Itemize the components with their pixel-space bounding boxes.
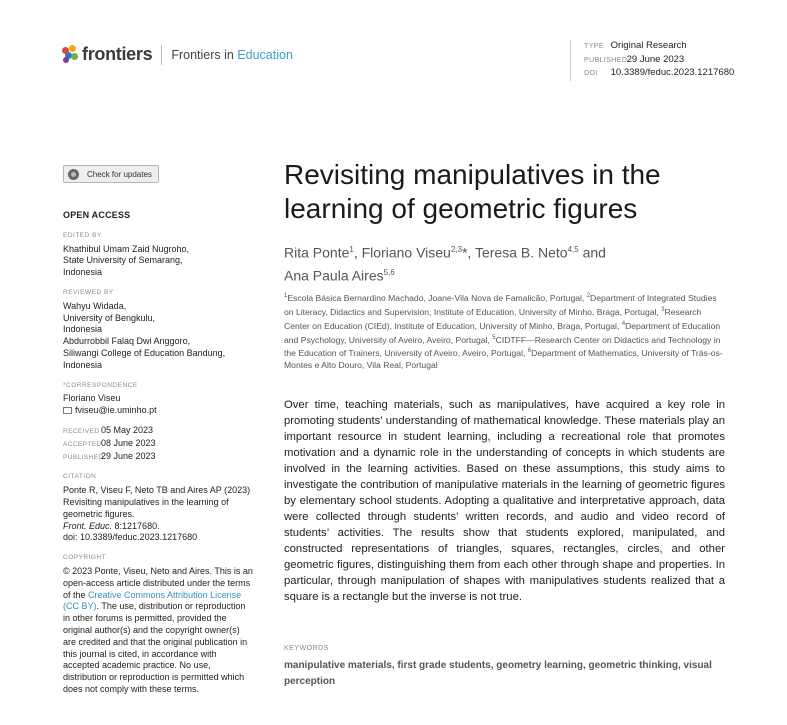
published-label: PUBLISHED [584, 56, 628, 64]
copyright-label: COPYRIGHT [63, 554, 107, 562]
citation-line: Ponte R, Viseu F, Neto TB and Aires AP (2023) [63, 485, 251, 496]
copyright-section [63, 552, 268, 696]
copyright-line: does not comply with these terms. [63, 683, 200, 694]
editor-line: Indonesia [63, 267, 103, 278]
author[interactable]: Teresa B. Neto [474, 244, 568, 261]
brand-name: frontiers [82, 44, 153, 64]
author[interactable]: Rita Ponte [284, 244, 350, 261]
copyright-line: original author(s) and the copyright owner(s) [63, 624, 240, 635]
citation-line: geometric figures. [63, 508, 135, 519]
citation-journal-line [63, 521, 268, 533]
keywords-label: KEYWORDS [284, 645, 329, 652]
sidebar [63, 210, 268, 696]
copyright-line: of the Creative Commons Attribution License [63, 589, 242, 600]
citation-volume: 8:1217680. [112, 520, 160, 531]
editor-line: Khathibul Umam Zaid Nugroho, [63, 243, 190, 254]
doi-label: DOI [584, 70, 598, 77]
frontiers-logo[interactable] [62, 44, 293, 65]
correspondence-email: fviseu@ie.uminho.pt [75, 405, 157, 416]
affiliations: $^1$Escola Básica Bernardino Machado, Joane-Vila Nova de Famalicão, Portugal, $^2$Department of Integrated Studies on Literacy, Didactics and Supervision, Institute of Education, University of Minho, Braga, Portugal, $^3$Research Center on Education (CIEd), Institute of Education, University of Minho, Braga, Portugal, $^4$Department of Education and Psychology, University of Aveiro, Aveiro, Portugal, $^5$CIDTFF—Research Center on Didactics and Technology in the Education of Trainers, University of Aveiro, Aveiro, Portugal, $^6$Department of Mathematics, University of Trás-os-Montes e Alto Douro, Vila Real, Portugal [284, 292, 723, 371]
type-label: TYPE [584, 43, 604, 50]
copyright-line: © 2023 Ponte, Viseu, Neto and Aires. This is an [63, 565, 253, 576]
citation-section [63, 471, 268, 544]
correspondence-label: *CORRESPONDENCE [63, 381, 138, 389]
correspondence-section [63, 380, 268, 417]
type-value: Original Research [610, 40, 687, 51]
published-label-sidebar: PUBLISHED [63, 453, 104, 461]
citation-label: CITATION [63, 473, 97, 481]
reviewer-line: Indonesia [63, 324, 103, 335]
check-updates-icon [68, 169, 79, 180]
accepted-label: ACCEPTED [63, 440, 102, 448]
email-icon [63, 407, 72, 414]
reviewer-line: Siliwangi College of Education Bandung, [63, 347, 226, 358]
published-date: 29 June 2023 [101, 450, 156, 461]
abstract: Over time, teaching materials, such as manipulatives, have acquired a key role in promoting students’ understanding of mathematical knowledge. These materials play an important resource in student learning, including a recreational role that promotes motivation and a dynamic role in the understanding of concepts in which students are involved in the learning activities. Based on these assumptions, this study aims to investigate the contribution of manipulative materials in the learning of geometric figures by elementary school students. Adopting a qualitative and interpretative approach, data were collected through students’ written records, and audio and video record of students’ activities. The results show that students explored, manipulated, and constructed representations of triangles, squares, rectangles, circles, and other geometric figures, distinguishing them from each other through shape and properties. In particular, through manipulation of shapes with manipulatives students realized that a square is a rectangle but the inverse is not true. [284, 399, 725, 603]
copyright-line: in other forums is permitted, provided the [63, 613, 227, 624]
copyright-line: (CC BY). The use, distribution or reproduction [63, 601, 246, 612]
copyright-line: are credited and that the original publication in [63, 636, 248, 647]
edited-by-label: EDITED BY [63, 231, 102, 239]
copyright-line: accepted academic practice. No use, [63, 660, 211, 671]
logo-divider [161, 45, 162, 65]
reviewer-line: Indonesia [63, 359, 103, 370]
citation-doi: doi: 10.3389/feduc.2023.1217680 [63, 532, 198, 543]
received-date: 05 May 2023 [101, 424, 154, 435]
correspondence-name: Floriano Viseu [63, 393, 121, 404]
author[interactable]: Floriano Viseu [361, 244, 451, 261]
doi-value[interactable]: 10.3389/feduc.2023.1217680 [610, 67, 735, 78]
frontiers-logo-icon [62, 45, 78, 65]
reviewed-by-section [63, 287, 268, 372]
reviewed-by-label: REVIEWED BY [63, 288, 114, 296]
reviewer-line: Abdurrobbil Falaq Dwi Anggoro, [63, 336, 191, 347]
citation-line: Revisiting manipulatives in the learning of [63, 496, 229, 507]
open-access-label: OPEN ACCESS [63, 210, 131, 220]
copyright-line: open-access article distributed under the terms [63, 577, 251, 588]
cc-license-link[interactable]: Creative Commons Attribution License [88, 589, 242, 600]
cc-by-link[interactable]: (CC BY) [63, 601, 97, 612]
accepted-date: 08 June 2023 [101, 437, 156, 448]
copyright-line: distribution or reproduction is permitted which [63, 672, 245, 683]
received-label: RECEIVED [63, 427, 100, 435]
reviewer-line: University of Bengkulu, [63, 312, 156, 323]
keywords: manipulative materials, first grade students, geometry learning, geometric thinking, visual perception [284, 660, 712, 687]
article-meta [570, 40, 734, 81]
copyright-line: this journal is cited, in accordance with [63, 648, 217, 659]
author[interactable]: Ana Paula Aires [284, 267, 384, 284]
reviewer-line: Wahyu Widada, [63, 300, 127, 311]
author-list: Rita Ponte$^1$, Floriano Viseu$^{2,3}$*, Teresa B. Neto$^{4,5}$ and Ana Paula Aires$^{5,6}$ [284, 244, 606, 284]
journal-name: Frontiers in Education [171, 47, 293, 62]
correspondence-email-row[interactable] [63, 405, 268, 417]
dates-section [63, 425, 268, 463]
edited-by-section [63, 230, 268, 279]
check-for-updates-button[interactable] [63, 165, 159, 183]
editor-line: State University of Semarang, [63, 255, 183, 266]
published-value: 29 June 2023 [626, 53, 685, 65]
article-title: Revisiting manipulatives in the learning of geometric figures [284, 159, 661, 224]
citation-journal: Front. Educ. [63, 520, 113, 531]
check-updates-label: Check for updates [87, 169, 152, 179]
